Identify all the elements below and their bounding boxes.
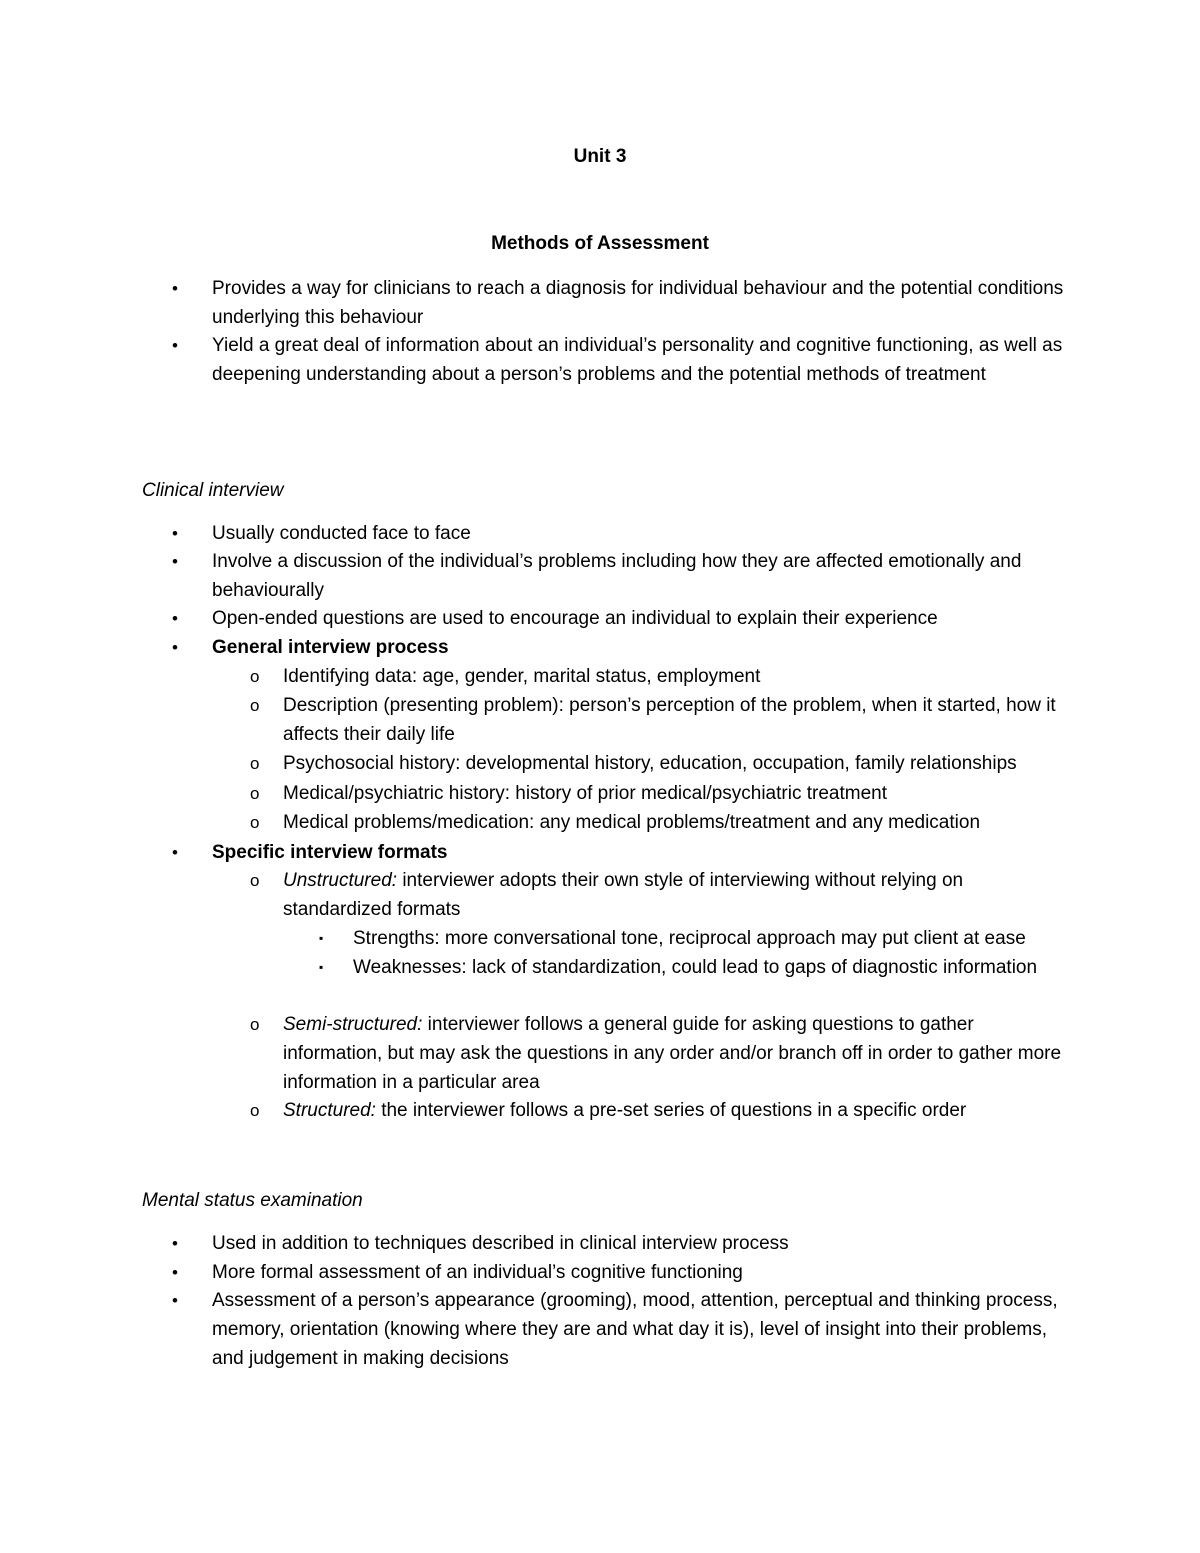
list-item: [172, 1287, 1082, 1373]
list-item: [172, 275, 1082, 333]
bullet-icon: •: [172, 552, 178, 571]
list-item: [172, 634, 1082, 663]
list-item: [172, 332, 1082, 390]
page-title: Unit 3: [573, 146, 627, 167]
sub-list-item: [250, 750, 1073, 779]
bullet-icon: •: [172, 609, 178, 628]
list-item-text: Involve a discussion of the individual’s problems including how they are affected emotionally and behaviourally: [212, 551, 1022, 601]
list-item-text: Assessment of a person’s appearance (grooming), mood, attention, perceptual and thinking process, memory, orientation (knowing where they are and what day it is), level of insight into their problems, and judgement in making decisions: [212, 1290, 1058, 1369]
sub-sub-list-item-text: Strengths: more conversational tone, reciprocal approach may put client at ease: [353, 928, 1026, 949]
list-item: [172, 839, 1082, 868]
bullet-icon: •: [172, 524, 178, 543]
circle-bullet-icon: o: [250, 1101, 260, 1120]
list-item: [172, 1230, 1082, 1259]
sub-list-item-text: Description (presenting problem): person’s perception of the problem, when it started, how it affects their daily life: [283, 695, 1056, 745]
circle-bullet-icon: o: [250, 813, 260, 832]
bullet-icon: •: [172, 279, 178, 298]
sub-list-item: [250, 809, 1073, 838]
format-description: interviewer follows a general guide for asking questions to gather information, but may ask the questions in any order and/or branch off in order to gather more information in a particular area: [283, 1014, 1062, 1093]
square-bullet-icon: ▪: [319, 960, 324, 974]
sub-sub-list-item: [319, 954, 1073, 983]
section-heading-clinical-interview: Clinical interview: [142, 480, 284, 501]
format-term-structured: Structured:: [283, 1100, 376, 1121]
circle-bullet-icon: o: [250, 696, 260, 715]
bullet-icon: •: [172, 843, 178, 862]
bullet-icon: •: [172, 1263, 178, 1282]
list-item-text: Yield a great deal of information about an individual’s personality and cognitive functioning, as well as deepening understanding about a person’s problems and the potential methods of treatment: [212, 335, 1063, 385]
sub-list-item: [250, 663, 1073, 692]
sub-list-item-text: [283, 1097, 1073, 1126]
sub-list-item-text: Identifying data: age, gender, marital status, employment: [283, 666, 761, 687]
list-item: [172, 1259, 1082, 1288]
sub-list-item-text: [283, 1011, 1073, 1097]
list-item: [172, 605, 1082, 634]
list-item: [172, 548, 1082, 606]
sub-list-item: [250, 1097, 1073, 1126]
circle-bullet-icon: o: [250, 667, 260, 686]
sub-sub-list-item-text: Weaknesses: lack of standardization, could lead to gaps of diagnostic information: [353, 957, 1038, 978]
sub-list-item-text: Psychosocial history: developmental history, education, occupation, family relationships: [283, 753, 1017, 774]
format-term-unstructured: Unstructured:: [283, 870, 398, 891]
sub-list-item-text: Medical problems/medication: any medical problems/treatment and any medication: [283, 812, 981, 833]
square-bullet-icon: ▪: [319, 931, 324, 945]
format-term-semi-structured: Semi-structured:: [283, 1014, 423, 1035]
bullet-icon: •: [172, 1291, 178, 1310]
bullet-icon: •: [172, 638, 178, 657]
circle-bullet-icon: o: [250, 871, 260, 890]
list-item-text: Provides a way for clinicians to reach a diagnosis for individual behaviour and the potential conditions underlying this behaviour: [212, 278, 1064, 328]
format-description: the interviewer follows a pre-set series of questions in a specific order: [375, 1100, 967, 1121]
circle-bullet-icon: o: [250, 784, 260, 803]
sub-list-item: [250, 692, 1073, 750]
section-heading-mental-status: Mental status examination: [142, 1190, 363, 1211]
circle-bullet-icon: o: [250, 754, 260, 773]
page-subtitle: Methods of Assessment: [491, 233, 709, 254]
sub-list-item: [250, 1011, 1073, 1097]
list-item-text: Used in addition to techniques described in clinical interview process: [212, 1233, 789, 1254]
sub-list-item-text: [283, 867, 1073, 925]
sub-list-item-text: Medical/psychiatric history: history of prior medical/psychiatric treatment: [283, 783, 887, 804]
circle-bullet-icon: o: [250, 1015, 260, 1034]
list-item-text: Usually conducted face to face: [212, 523, 471, 544]
list-item-text: Open-ended questions are used to encourage an individual to explain their experience: [212, 608, 938, 629]
bullet-icon: •: [172, 1234, 178, 1253]
format-description: interviewer adopts their own style of interviewing without relying on standardized formats: [283, 870, 964, 920]
general-process-label: General interview process: [212, 637, 449, 658]
list-item-text: More formal assessment of an individual’s cognitive functioning: [212, 1262, 743, 1283]
sub-list-item: [250, 867, 1073, 925]
specific-formats-label: Specific interview formats: [212, 842, 448, 863]
bullet-icon: •: [172, 336, 178, 355]
sub-sub-list-item: [319, 925, 1073, 954]
list-item: [172, 520, 1082, 549]
sub-list-item: [250, 780, 1073, 809]
